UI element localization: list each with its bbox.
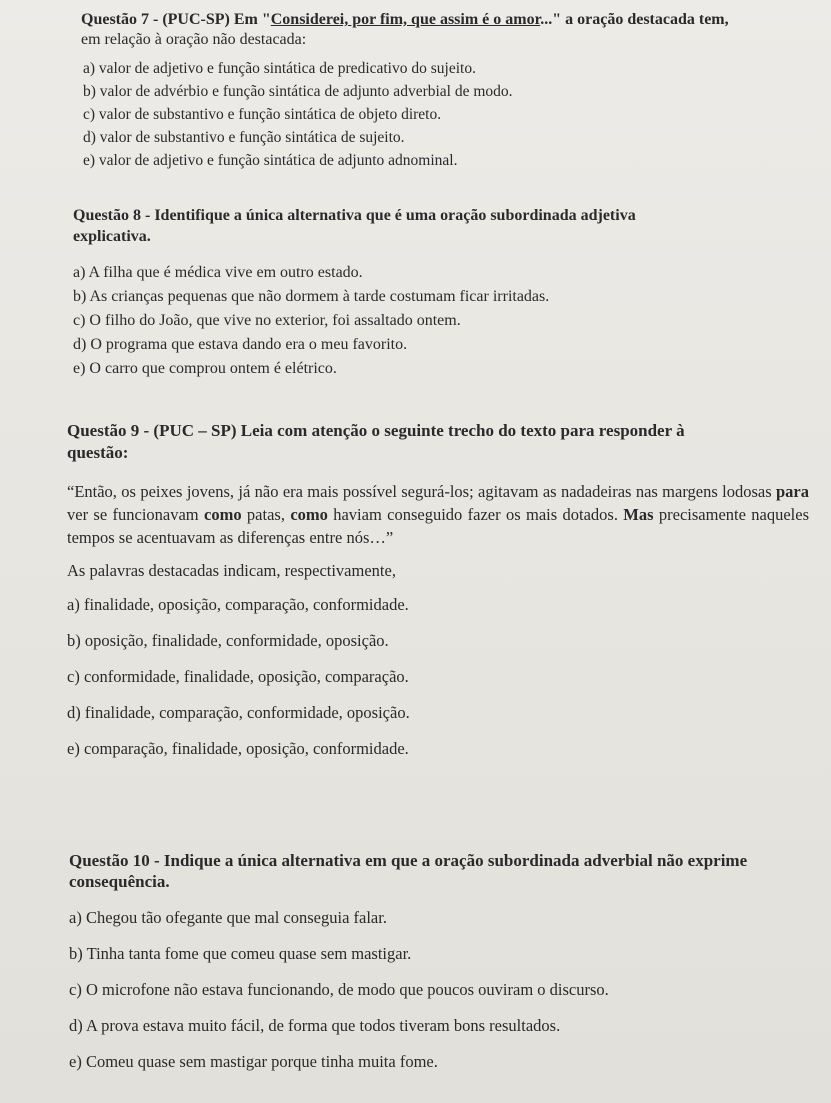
option-item: d) O programa que estava dando era o meu favorito.	[73, 336, 408, 353]
option-item: c) O filho do João, que vive no exterior, foi assaltado ontem.	[73, 312, 461, 329]
excerpt-part: haviam conseguido fazer os mais dotados.	[327, 505, 624, 524]
highlighted-word: como	[204, 505, 242, 524]
option-item: c) valor de substantivo e função sintática de objeto direto.	[83, 106, 442, 123]
q7-title-continuation: em relação à oração não destacada:	[81, 31, 307, 48]
option-item: a) finalidade, oposição, comparação, conformidade.	[67, 595, 409, 614]
q7-title-prefix: Questão 7 - (PUC-SP) Em "	[81, 11, 271, 28]
q10-title-line1: Questão 10 - Indique a única alternativa em que a oração subordinada adverbial não exprime	[69, 851, 748, 870]
q10-title-line2: consequência.	[69, 872, 170, 891]
option-item: b) As crianças pequenas que não dormem à tarde costumam ficar irritadas.	[73, 288, 550, 305]
excerpt-part: precisamente naqueles tempos se acentuavam as diferenças entre nós…”	[67, 505, 810, 547]
text-excerpt	[67, 480, 809, 549]
question-10-options	[69, 907, 813, 1073]
question-7	[81, 10, 807, 173]
option-item: e) valor de adjetivo e função sintática de adjunto adnominal.	[83, 152, 458, 169]
option-item: a) valor de adjetivo e função sintática de predicativo do sujeito.	[83, 60, 476, 77]
q9-title-line2: questão:	[67, 443, 129, 462]
q7-title-underlined-text: que assim é o amor	[411, 11, 541, 28]
question-9-options	[67, 594, 809, 760]
option-item: b) oposição, finalidade, conformidade, oposição.	[67, 631, 389, 650]
q7-title-suffix: ..." a oração destacada tem,	[540, 11, 729, 28]
highlighted-word: para	[776, 482, 809, 501]
excerpt-part: patas,	[241, 505, 291, 524]
excerpt-part: “Então, os peixes jovens, já não era mais possível segurá-los; agitavam as nadadeiras nas margens lodosas	[67, 482, 776, 501]
q8-title-line1: Questão 8 - Identifique a única alternativa que é uma oração subordinada adjetiva	[73, 207, 636, 224]
question-10	[69, 850, 813, 1087]
option-item: d) valor de substantivo e função sintática de sujeito.	[83, 129, 405, 146]
question-9	[67, 420, 809, 774]
option-item: b) Tinha tanta fome que comeu quase sem mastigar.	[69, 944, 412, 963]
option-item: a) Chegou tão ofegante que mal conseguia falar.	[69, 908, 387, 927]
q9-title-line1: Questão 9 - (PUC – SP) Leia com atenção o seguinte trecho do texto para responder à	[67, 421, 685, 440]
q7-title-underlined-lead: Considerei, por fim,	[270, 11, 412, 28]
question-8	[73, 205, 801, 381]
question-7-title	[81, 10, 807, 50]
option-item: a) A filha que é médica vive em outro estado.	[73, 264, 363, 281]
question-8-options	[73, 261, 801, 380]
question-10-title	[69, 850, 813, 892]
option-item: b) valor de advérbio e função sintática de adjunto adverbial de modo.	[83, 83, 513, 100]
question-9-prompt: As palavras destacadas indicam, respectivamente,	[67, 561, 396, 580]
option-item: c) conformidade, finalidade, oposição, comparação.	[67, 667, 409, 686]
question-8-title	[73, 205, 801, 247]
q8-title-line2: explicativa.	[73, 228, 151, 245]
q7-title-underlined	[271, 11, 540, 28]
option-item: e) comparação, finalidade, oposição, conformidade.	[67, 739, 409, 758]
option-item: c) O microfone não estava funcionando, de modo que poucos ouviram o discurso.	[69, 980, 609, 999]
option-item: e) O carro que comprou ontem é elétrico.	[73, 360, 337, 377]
highlighted-word: como	[290, 505, 328, 524]
option-item: d) finalidade, comparação, conformidade, oposição.	[67, 703, 410, 722]
option-item: e) Comeu quase sem mastigar porque tinha muita fome.	[69, 1052, 438, 1071]
question-7-options	[83, 58, 807, 172]
highlighted-word: Mas	[623, 505, 654, 524]
option-item: d) A prova estava muito fácil, de forma que todos tiveram bons resultados.	[69, 1016, 561, 1035]
excerpt-part: ver se funcionavam	[67, 505, 204, 524]
question-9-title	[67, 420, 809, 464]
